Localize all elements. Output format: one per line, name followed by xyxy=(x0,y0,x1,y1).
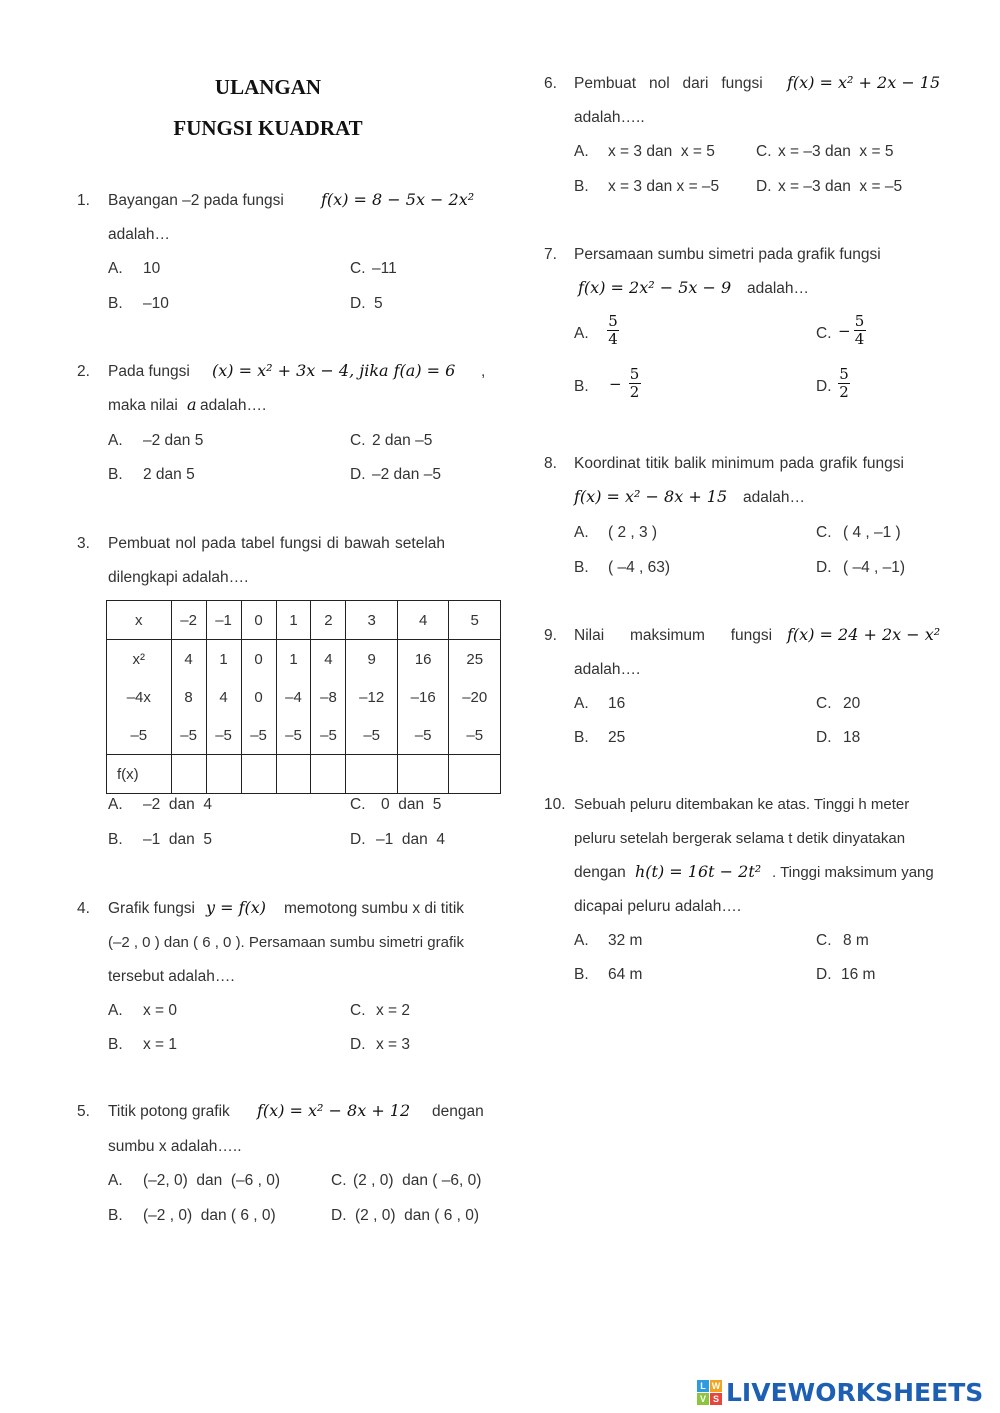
table-cell: 5 xyxy=(449,601,501,640)
q10-option-c-label: C. xyxy=(816,932,832,949)
table-cell: –4 xyxy=(276,678,311,716)
q3-option-c[interactable]: 0 dan 5 xyxy=(381,796,442,813)
fx-input-cell[interactable] xyxy=(241,755,276,794)
q8-option-c-label: C. xyxy=(816,524,832,541)
logo-mark xyxy=(697,1380,722,1405)
q3-option-a-label: A. xyxy=(108,796,123,813)
q9-option-d-label: D. xyxy=(816,729,832,746)
q8-number: 8. xyxy=(544,455,557,472)
table-cell: –4x xyxy=(107,678,172,716)
q4-option-b-label: B. xyxy=(108,1036,123,1053)
q1-math: f(x) = 8 − 5x − 2x² xyxy=(321,190,475,209)
table-cell: –5 xyxy=(276,716,311,755)
q3-option-b[interactable]: –1 dan 5 xyxy=(143,831,212,848)
q4-option-c-label: C. xyxy=(350,1002,366,1019)
table-cell: –5 xyxy=(241,716,276,755)
q6-option-d-label: D. xyxy=(756,178,772,195)
q4-number: 4. xyxy=(77,900,90,917)
q10-stem-c-cont: . Tinggi maksimum yang xyxy=(772,864,934,881)
table-row-minus-5 xyxy=(107,716,501,755)
denominator: 4 xyxy=(608,330,618,348)
q1-option-c[interactable]: –11 xyxy=(372,260,397,277)
liveworksheets-logo xyxy=(697,1378,983,1407)
denominator: 2 xyxy=(629,383,640,401)
q1-stem: Bayangan –2 pada fungsi xyxy=(108,192,284,209)
q2-option-b-label: B. xyxy=(108,466,123,483)
table-cell: 0 xyxy=(241,640,276,679)
table-cell: –5 xyxy=(449,716,501,755)
function-table xyxy=(106,600,501,794)
q10-option-a-label: A. xyxy=(574,932,589,949)
q7-option-b[interactable] xyxy=(609,366,641,401)
table-cell: 2 xyxy=(311,601,346,640)
table-cell: –5 xyxy=(311,716,346,755)
q4-option-a[interactable]: x = 0 xyxy=(143,1002,178,1019)
q6-option-b-label: B. xyxy=(574,178,589,195)
table-cell: 1 xyxy=(276,601,311,640)
q3-number: 3. xyxy=(77,535,90,552)
q8-option-b[interactable]: ( –4 , 63) xyxy=(608,559,671,576)
q2-option-d-label: D. xyxy=(350,466,366,483)
q8-math: f(x) = x² − 8x + 15 xyxy=(574,487,728,506)
q10-option-b-label: B. xyxy=(574,966,589,983)
table-cell: –5 xyxy=(171,716,206,755)
q5-stem-end: sumbu x adalah….. xyxy=(108,1138,242,1155)
table-cell: 4 xyxy=(206,678,241,716)
table-cell: 0 xyxy=(241,601,276,640)
q10-number: 10. xyxy=(544,796,566,813)
table-cell: –2 xyxy=(171,601,206,640)
q2-math: (x) = x² + 3x − 4, jika f(a) = 6 xyxy=(212,361,456,380)
q2-stem-b: maka nilai xyxy=(108,397,178,414)
fraction xyxy=(854,313,866,348)
q6-option-a[interactable]: x = 3 dan x = 5 xyxy=(608,143,715,160)
q9-number: 9. xyxy=(544,627,557,644)
q10-stem: Sebuah peluru ditembakan ke atas. Tinggi h meter xyxy=(574,796,910,813)
fx-input-cell[interactable] xyxy=(206,755,241,794)
table-cell: 16 xyxy=(397,640,448,679)
q4-option-d-label: D. xyxy=(350,1036,366,1053)
q2-stem: Pada fungsi xyxy=(108,363,190,380)
q2-option-d[interactable]: –2 dan –5 xyxy=(372,466,441,483)
q6-option-d[interactable]: x = –3 dan x = –5 xyxy=(778,178,903,195)
q6-stem: Pembuat nol dari fungsi xyxy=(574,75,763,92)
q9-option-b[interactable]: 25 xyxy=(608,729,626,746)
q7-option-c-sign: − xyxy=(838,321,851,340)
q2-comma: , xyxy=(481,363,486,380)
q2-option-b[interactable]: 2 dan 5 xyxy=(143,466,195,483)
q10-option-a[interactable]: 32 m xyxy=(608,932,643,949)
q9-stem: Nilai maksimum fungsi xyxy=(574,627,773,644)
q6-math: f(x) = x² + 2x − 15 xyxy=(787,73,941,92)
fx-input-cell[interactable] xyxy=(346,755,397,794)
q8-option-b-label: B. xyxy=(574,559,589,576)
table-row-minus-4x xyxy=(107,678,501,716)
q9-option-a[interactable]: 16 xyxy=(608,695,626,712)
q4-stem: Grafik fungsi xyxy=(108,900,196,917)
q2-number: 2. xyxy=(77,363,90,380)
numerator: 5 xyxy=(608,312,618,330)
table-cell: –5 xyxy=(206,716,241,755)
fraction xyxy=(629,366,641,401)
q5-number: 5. xyxy=(77,1103,90,1120)
q7-math: f(x) = 2x² − 5x − 9 xyxy=(578,278,732,297)
q5-option-b[interactable]: (–2 , 0) dan ( 6 , 0) xyxy=(143,1207,276,1224)
q1-option-d[interactable]: 5 xyxy=(374,295,383,312)
numerator: 5 xyxy=(629,365,640,383)
worksheet-title: ULANGAN xyxy=(214,75,322,99)
q8-stem-end: adalah… xyxy=(743,489,806,506)
q2-option-c[interactable]: 2 dan –5 xyxy=(372,432,433,449)
q5-option-d[interactable]: (2 , 0) dan ( 6 , 0) xyxy=(355,1207,480,1224)
q2-option-a-label: A. xyxy=(108,432,123,449)
q10-option-d-label: D. xyxy=(816,966,832,983)
q1-option-a-label: A. xyxy=(108,260,123,277)
denominator: 2 xyxy=(839,383,849,401)
q1-option-b-label: B. xyxy=(108,295,123,312)
q1-option-d-label: D. xyxy=(350,295,366,312)
logo-text: LIVEWORKSHEETS xyxy=(726,1378,984,1407)
q5-math: f(x) = x² − 8x + 12 xyxy=(257,1101,411,1120)
q4-stem-end: tersebut adalah…. xyxy=(108,968,235,985)
q7-option-d-label: D. xyxy=(816,378,832,395)
q4-math: y = f(x) xyxy=(206,898,267,917)
q2-variable: a xyxy=(187,395,197,414)
fx-input-cell[interactable] xyxy=(171,755,206,794)
table-cell: –20 xyxy=(449,678,501,716)
q7-option-a[interactable] xyxy=(604,313,619,348)
fx-input-cell[interactable] xyxy=(449,755,501,794)
q3-option-b-label: B. xyxy=(108,831,123,848)
q6-number: 6. xyxy=(544,75,557,92)
table-cell: 25 xyxy=(449,640,501,679)
q1-option-a[interactable]: 10 xyxy=(143,260,161,277)
table-cell: 3 xyxy=(346,601,397,640)
q5-stem-cont: dengan xyxy=(432,1103,484,1120)
q7-stem: Persamaan sumbu simetri pada grafik fungsi xyxy=(574,246,881,263)
q3-option-d-label: D. xyxy=(350,831,366,848)
q5-option-d-label: D. xyxy=(331,1207,347,1224)
q3-option-a[interactable]: –2 dan 4 xyxy=(143,796,212,813)
q9-stem-end: adalah…. xyxy=(574,661,641,678)
q3-stem-end: dilengkapi adalah…. xyxy=(108,569,249,586)
table-cell: –5 xyxy=(346,716,397,755)
q4-option-c[interactable]: x = 2 xyxy=(376,1002,411,1019)
q3-option-c-label: C. xyxy=(350,796,366,813)
q6-option-b[interactable]: x = 3 dan x = –5 xyxy=(608,178,720,195)
table-cell: 1 xyxy=(276,640,311,679)
q7-stem-end: adalah… xyxy=(747,280,810,297)
table-cell: –5 xyxy=(107,716,172,755)
table-row-fx xyxy=(107,755,501,794)
q9-option-d[interactable]: 18 xyxy=(843,729,861,746)
q10-option-d[interactable]: 16 m xyxy=(841,966,876,983)
q7-option-a-label: A. xyxy=(574,325,589,342)
q5-option-c[interactable]: (2 , 0) dan ( –6, 0) xyxy=(353,1172,482,1189)
q7-number: 7. xyxy=(544,246,557,263)
q10-stem-b: peluru setelah bergerak selama t detik dinyatakan xyxy=(574,830,906,847)
q1-stem-end: adalah… xyxy=(108,226,171,243)
q8-stem: Koordinat titik balik minimum pada grafik fungsi xyxy=(574,455,904,472)
q4-stem-b: (–2 , 0 ) dan ( 6 , 0 ). Persamaan sumbu simetri grafik xyxy=(108,934,464,951)
q10-math: h(t) = 16t − 2t² xyxy=(635,862,762,881)
q9-option-b-label: B. xyxy=(574,729,589,746)
q5-stem: Titik potong grafik xyxy=(108,1103,230,1120)
table-cell: 8 xyxy=(171,678,206,716)
table-cell: 0 xyxy=(241,678,276,716)
q1-number: 1. xyxy=(77,192,90,209)
table-cell: 4 xyxy=(311,640,346,679)
logo-letter: V xyxy=(697,1393,709,1405)
q6-option-c-label: C. xyxy=(756,143,772,160)
numerator: 5 xyxy=(854,312,865,330)
q7-option-b-sign: − xyxy=(609,374,622,393)
q2-stem-end: adalah…. xyxy=(200,397,267,414)
q9-math: f(x) = 24 + 2x − x² xyxy=(787,625,941,644)
q7-option-b-label: B. xyxy=(574,378,589,395)
table-cell: 1 xyxy=(206,640,241,679)
q2-option-a[interactable]: –2 dan 5 xyxy=(143,432,204,449)
denominator: 4 xyxy=(854,330,865,348)
q9-option-c-label: C. xyxy=(816,695,832,712)
q5-option-a-label: A. xyxy=(108,1172,123,1189)
q10-stem-end: dicapai peluru adalah…. xyxy=(574,898,742,915)
fx-input-cell[interactable] xyxy=(311,755,346,794)
numerator: 5 xyxy=(839,365,849,383)
q4-option-d[interactable]: x = 3 xyxy=(376,1036,411,1053)
q6-stem-end: adalah….. xyxy=(574,109,645,126)
q10-option-c[interactable]: 8 m xyxy=(843,932,869,949)
q8-option-a[interactable]: ( 2 , 3 ) xyxy=(608,524,658,541)
q10-option-b[interactable]: 64 m xyxy=(608,966,643,983)
logo-letter: W xyxy=(711,1381,721,1391)
q8-option-d-label: D. xyxy=(816,559,832,576)
q5-option-b-label: B. xyxy=(108,1207,123,1224)
fx-input-cell[interactable] xyxy=(397,755,448,794)
fx-input-cell[interactable] xyxy=(276,755,311,794)
q8-option-d[interactable]: ( –4 , –1) xyxy=(843,559,906,576)
q8-option-c[interactable]: ( 4 , –1 ) xyxy=(843,524,901,541)
table-row-x-squared xyxy=(107,640,501,679)
q7-option-c[interactable] xyxy=(838,313,866,348)
q7-option-c-label: C. xyxy=(816,325,832,342)
q10-stem-c: dengan xyxy=(574,864,626,881)
q3-option-d[interactable]: –1 dan 4 xyxy=(376,831,445,848)
q4-stem-cont: memotong sumbu x di titik xyxy=(284,900,465,917)
q5-option-a[interactable]: (–2, 0) dan (–6 , 0) xyxy=(143,1172,280,1189)
q8-option-a-label: A. xyxy=(574,524,589,541)
q9-option-c[interactable]: 20 xyxy=(843,695,861,712)
table-cell: –1 xyxy=(206,601,241,640)
table-cell: 9 xyxy=(346,640,397,679)
table-cell: 4 xyxy=(171,640,206,679)
table-cell: –16 xyxy=(397,678,448,716)
q4-option-b[interactable]: x = 1 xyxy=(143,1036,178,1053)
table-cell: –8 xyxy=(311,678,346,716)
q9-option-a-label: A. xyxy=(574,695,589,712)
q1-option-c-label: C. xyxy=(350,260,366,277)
q5-option-c-label: C. xyxy=(331,1172,347,1189)
table-cell: x² xyxy=(107,640,172,679)
table-cell: –12 xyxy=(346,678,397,716)
table-cell: 4 xyxy=(397,601,448,640)
table-cell: –5 xyxy=(397,716,448,755)
q6-option-c[interactable]: x = –3 dan x = 5 xyxy=(778,143,894,160)
q3-stem: Pembuat nol pada tabel fungsi di bawah setelah xyxy=(108,535,446,552)
fraction xyxy=(838,366,850,401)
table-cell: f(x) xyxy=(107,755,172,794)
q7-option-d[interactable] xyxy=(835,366,850,401)
q6-option-a-label: A. xyxy=(574,143,589,160)
table-header-row xyxy=(107,601,501,640)
table-cell: x xyxy=(107,601,172,640)
logo-letter: L xyxy=(697,1380,709,1392)
worksheet-subtitle: FUNGSI KUADRAT xyxy=(173,116,363,140)
q1-option-b[interactable]: –10 xyxy=(143,295,169,312)
logo-letter: S xyxy=(710,1393,722,1405)
q2-option-c-label: C. xyxy=(350,432,366,449)
fraction xyxy=(607,313,619,348)
q4-option-a-label: A. xyxy=(108,1002,123,1019)
